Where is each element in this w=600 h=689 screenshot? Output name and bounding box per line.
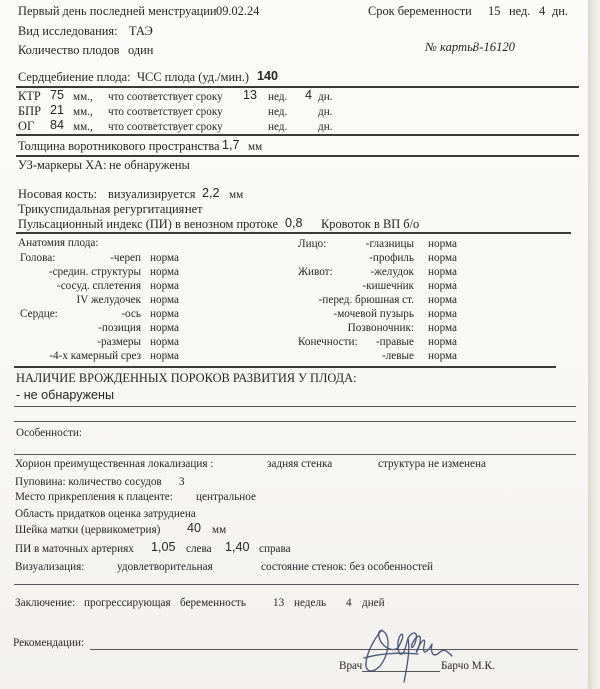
anatomy-item: -позиция: [98, 322, 141, 334]
divider: [16, 232, 571, 234]
doctor-signature: [358, 618, 458, 686]
uterine-pi-label: ПИ в маточных артериях: [15, 543, 134, 555]
anatomy-value: норма: [428, 294, 457, 306]
anatomy-value: норма: [150, 280, 179, 292]
anatomy-value: норма: [428, 252, 457, 264]
anatomy-item: -левые: [381, 350, 414, 362]
anatomy-item: -средин. структуры: [48, 266, 141, 278]
anatomy-item: -профиль: [369, 252, 414, 264]
divider: [14, 366, 556, 368]
signature-stroke: [364, 653, 418, 658]
cord-label: Пуповина: количество сосудов: [15, 476, 162, 488]
fetus-count-label: Количество плодов: [18, 43, 120, 57]
divider: [16, 134, 579, 136]
anatomy-item: -правые: [375, 336, 414, 348]
insertion-value: центральное: [196, 491, 256, 503]
recommendations-label: Рекомендации:: [13, 637, 85, 649]
biometry-value: 21: [50, 103, 65, 117]
biometry-unit: мм.,: [73, 106, 93, 118]
nasal-bone-value: 2,2: [202, 186, 220, 200]
biometry-days-unit: дн.: [318, 121, 333, 133]
ca-markers-value: не обнаружены: [109, 158, 190, 172]
signature-stroke: [418, 640, 452, 656]
ca-markers-label: УЗ-маркеры ХА:: [18, 158, 107, 172]
chorion-label: Хорион преимущественная локализация :: [15, 458, 214, 470]
divider: [14, 421, 576, 422]
ga-days: 4: [539, 4, 546, 18]
anatomy-item: Позвоночник:: [347, 322, 414, 334]
insertion-label: Место прикрепления к плаценте:: [15, 491, 173, 503]
nuchal-value: 1,7: [222, 138, 240, 152]
conclusion-weeks: 13: [273, 597, 285, 609]
lmp-label: Первый день последней менструации: [18, 4, 217, 18]
walls-state: состояние стенок: без особенностей: [261, 561, 434, 573]
divider: [16, 155, 579, 157]
anatomy-value: норма: [150, 322, 179, 334]
tricuspid-label: Трикуспидальная регургитация:: [18, 202, 188, 216]
biometry-text: что соответствует сроку: [108, 121, 223, 133]
anatomy-group-label: Лицо:: [298, 238, 327, 250]
exam-type-value: ТАЭ: [129, 24, 153, 38]
heart-rate-value: 140: [257, 69, 279, 83]
biometry-days-unit: дн.: [318, 106, 333, 118]
anatomy-item: IV желудочек: [76, 294, 141, 306]
signature-stroke: [366, 630, 398, 671]
biometry-unit: мм.,: [73, 121, 93, 133]
anatomy-value: норма: [150, 294, 179, 306]
anatomy-value: норма: [428, 336, 457, 348]
visualization-value: удовлетворительная: [117, 561, 213, 573]
heart-rate-label: ЧСС плода (уд./мин.): [137, 70, 249, 84]
anatomy-value: норма: [150, 252, 179, 264]
biometry-weeks-unit: нед.: [268, 91, 288, 103]
nasal-bone-status: визуализируется: [108, 187, 196, 201]
adnexa-text: Область придатков оценка затруднена: [15, 508, 196, 520]
anatomy-item: -желудок: [370, 266, 414, 278]
biometry-value: 84: [50, 118, 65, 132]
biometry-unit: мм.,: [73, 91, 93, 103]
nuchal-unit: мм: [248, 141, 263, 153]
card-number-label: № карты: [425, 40, 476, 54]
cervix-label: Шейка матки (цервикометрия): [15, 524, 161, 536]
anatomy-item: -размеры: [97, 336, 141, 348]
anatomy-value: норма: [150, 336, 179, 348]
anatomy-value: норма: [150, 308, 179, 320]
recommendations-line: [90, 649, 578, 650]
conclusion-days-unit: дней: [362, 597, 385, 609]
anatomy-value: норма: [428, 280, 457, 292]
biometry-value: 75: [50, 88, 65, 102]
ga-label: Срок беременности: [368, 4, 472, 18]
uterine-pi-left-value: 1,05: [151, 540, 176, 554]
anatomy-item: -мочевой пузырь: [333, 308, 414, 320]
visualization-label: Визуализация:: [15, 561, 85, 573]
card-number-value: 3-16120: [473, 40, 515, 54]
anatomy-value: норма: [428, 266, 457, 278]
biometry-text: что соответствует сроку: [108, 91, 223, 103]
chorion-structure: структура не изменена: [378, 458, 486, 470]
anatomy-group-label: Живот:: [298, 266, 333, 278]
ductus-pi-label: Пульсационный индекс (ПИ) в венозном протоке: [18, 217, 278, 231]
signature-stroke: [398, 634, 409, 682]
cord-vessels-value: 3: [179, 476, 185, 488]
anatomy-item: -перед. брюшная ст.: [318, 294, 414, 306]
nasal-bone-unit: мм: [229, 189, 244, 201]
doctor-name: Барчо М.К.: [441, 660, 495, 672]
malformations-value: - не обнаружены: [16, 388, 115, 402]
uterine-pi-right-value: 1,40: [225, 540, 250, 554]
signature-stroke: [408, 633, 420, 652]
biometry-text: что соответствует сроку: [108, 106, 223, 118]
exam-type-label: Вид исследования:: [18, 24, 118, 38]
conclusion-label: Заключение:: [15, 597, 76, 609]
fetus-count-value: один: [128, 43, 154, 57]
anatomy-item: -4-х камерный срез: [49, 350, 141, 362]
uterine-pi-left-label: слева: [186, 543, 212, 555]
anatomy-item: -череп: [110, 252, 141, 264]
anatomy-item: -сосуд. сплетения: [56, 280, 141, 292]
doctor-label: Врач: [339, 660, 363, 672]
ductus-flow: Кровоток в ВП б/о: [321, 217, 420, 231]
divider: [14, 584, 579, 585]
divider: [14, 406, 576, 407]
conclusion-word: беременность: [180, 597, 246, 609]
biometry-name: БПР: [18, 104, 41, 118]
biometry-name: ОГ: [18, 119, 35, 133]
biometry-weeks-unit: нед.: [268, 106, 288, 118]
malformations-title: НАЛИЧИЕ ВРОЖДЕННЫХ ПОРОКОВ РАЗВИТИЯ У ПЛОДА:: [16, 371, 357, 385]
cervix-unit: мм: [212, 524, 227, 536]
page-edge-shadow: [588, 0, 600, 689]
anatomy-group-label: Голова:: [20, 252, 56, 264]
conclusion-days: 4: [346, 597, 352, 609]
features-label: Особенности:: [16, 427, 82, 439]
anatomy-item: -глазницы: [365, 238, 414, 250]
chorion-location: задняя стенка: [267, 458, 333, 470]
anatomy-group-label: Сердце:: [20, 308, 58, 320]
anatomy-value: норма: [428, 308, 457, 320]
divider: [16, 86, 579, 88]
divider: [14, 454, 576, 455]
biometry-weeks-unit: нед.: [268, 121, 288, 133]
anatomy-value: норма: [428, 350, 457, 362]
anatomy-title: Анатомия плода:: [18, 237, 99, 249]
biometry-days: 4: [305, 88, 313, 102]
lmp-value: 09.02.24: [216, 4, 260, 18]
anatomy-value: норма: [428, 238, 457, 250]
anatomy-value: норма: [150, 350, 179, 362]
conclusion-text: прогрессирующая: [84, 597, 171, 609]
ga-weeks-unit: нед.: [509, 4, 531, 18]
anatomy-value: норма: [150, 266, 179, 278]
ga-days-unit: дн.: [552, 4, 569, 18]
biometry-name: КТР: [18, 89, 41, 103]
biometry-days-unit: дн.: [318, 91, 333, 103]
anatomy-value: норма: [428, 322, 457, 334]
anatomy-group-label: Конечности:: [298, 336, 358, 348]
cervix-value: 40: [187, 521, 202, 535]
ductus-pi-value: 0,8: [285, 216, 303, 230]
uterine-pi-right-label: справа: [259, 543, 291, 555]
anatomy-item: -ось: [121, 308, 141, 320]
tricuspid-value: нет: [185, 202, 203, 216]
heartbeat-label: Сердцебиение плода:: [18, 70, 131, 84]
nuchal-label: Толщина воротникового пространства: [18, 139, 220, 153]
anatomy-item: -кишечник: [362, 280, 414, 292]
nasal-bone-label: Носовая кость:: [18, 187, 98, 201]
biometry-weeks: 13: [243, 88, 258, 102]
conclusion-weeks-unit: недель: [294, 597, 327, 609]
ga-weeks: 15: [488, 4, 501, 18]
